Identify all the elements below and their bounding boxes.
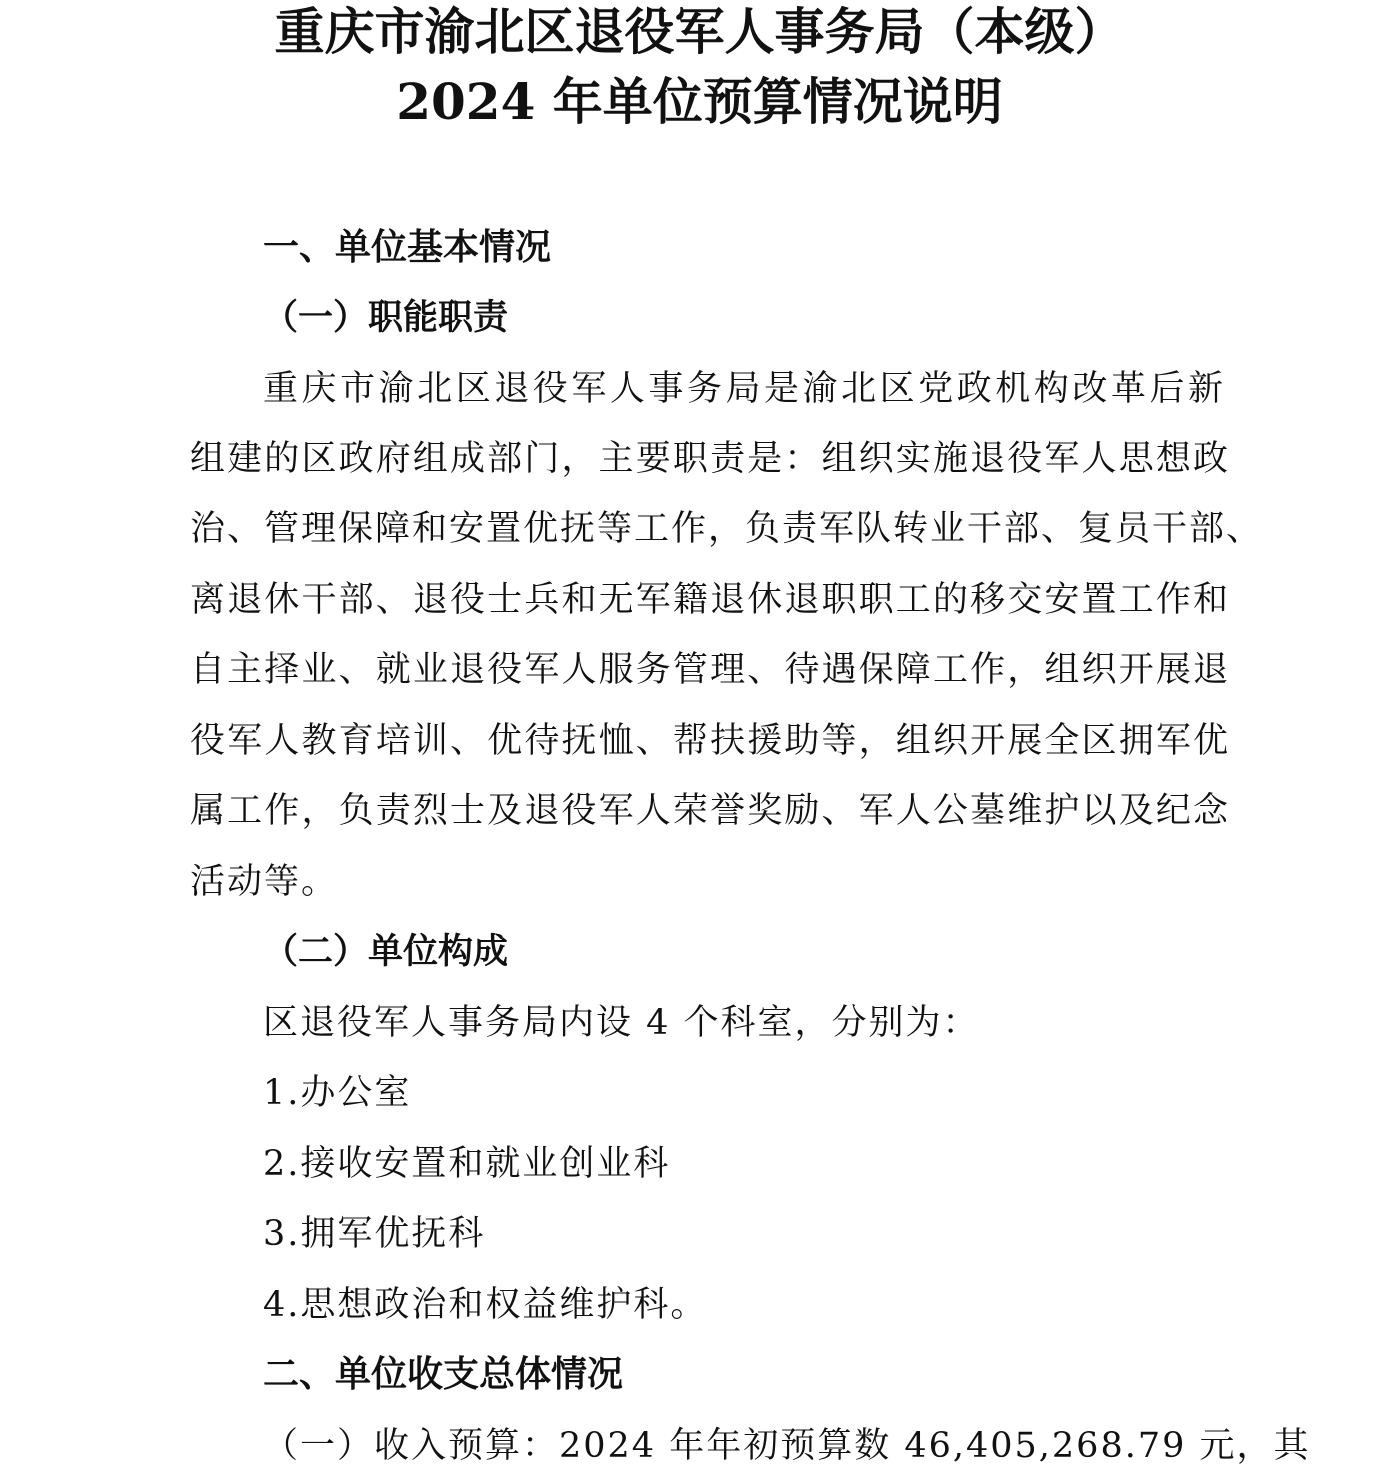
document-title-line-2: 2024 年单位预算情况说明 [396,72,1003,131]
paragraph-line: 组建的区政府组成部门，主要职责是：组织实施退役军人思想政 [190,439,1230,479]
paragraph-line: 重庆市渝北区退役军人事务局是渝北区党政机构改革后新 [263,369,1225,409]
unit-structure-intro: 区退役军人事务局内设 4 个科室，分别为： [263,1003,980,1043]
paragraph-line: 离退休干部、退役士兵和无军籍退休退职职工的移交安置工作和 [190,580,1230,620]
list-item: 2.接收安置和就业创业科 [263,1144,671,1184]
paragraph-line: 治、管理保障和安置优抚等工作，负责军队转业干部、复员干部、 [190,509,1264,549]
section-2-heading: 二、单位收支总体情况 [263,1354,624,1395]
paragraph-line: 活动等。 [190,862,339,902]
paragraph-line: 自主择业、就业退役军人服务管理、待遇保障工作，组织开展退 [190,650,1230,690]
income-budget-line: （一）收入预算：2024 年年初预算数 46,405,268.79 元，其 [263,1426,1311,1466]
section-1-heading: 一、单位基本情况 [263,227,552,268]
document-title-line-1: 重庆市渝北区退役军人事务局（本级） [274,2,1125,61]
paragraph-line: 役军人教育培训、优待抚恤、帮扶援助等，组织开展全区拥军优 [190,721,1230,761]
section-1-sub-2-heading: （二）单位构成 [263,931,509,972]
list-item: 4.思想政治和权益维护科。 [263,1285,708,1325]
list-item: 3.拥军优抚科 [263,1214,486,1254]
list-item: 1.办公室 [263,1073,412,1113]
paragraph-line: 属工作，负责烈士及退役军人荣誉奖励、军人公墓维护以及纪念 [190,791,1230,831]
section-1-sub-1-heading: （一）职能职责 [263,297,509,338]
